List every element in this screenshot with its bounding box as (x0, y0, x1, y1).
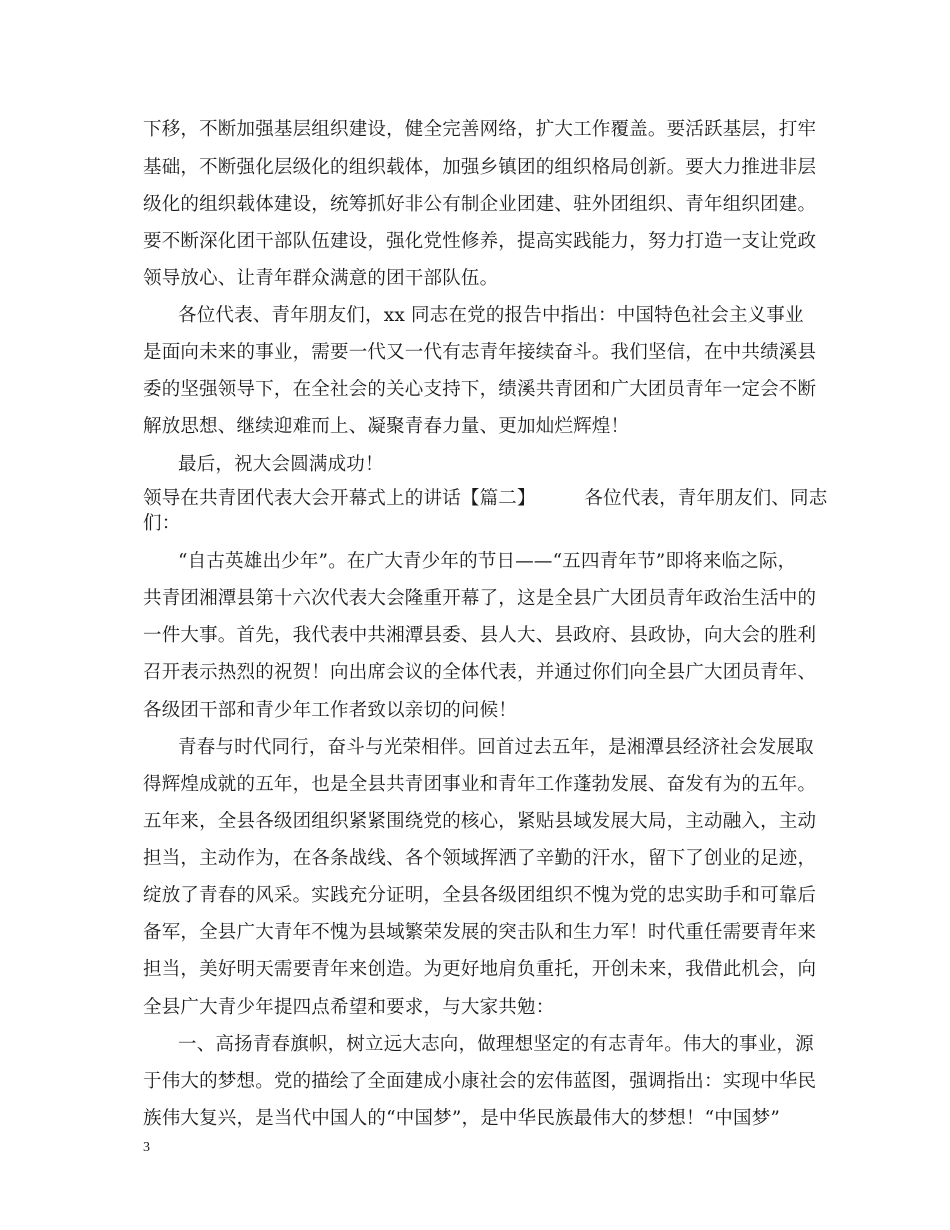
text-line: 备军，全县广大青年不愧为县域繁荣发展的突击队和生力军！时代重任需要青年来 (143, 922, 817, 943)
text-line: 青春与时代同行，奋斗与光荣相伴。回首过去五年，是湘潭县经济社会发展取 (178, 737, 814, 758)
section-heading-line: 领导在共青团代表大会开幕式上的讲话【篇二】 各位代表，青年朋友们、同志 (143, 488, 828, 509)
text-line: 共青团湘潭县第十六次代表大会隆重开幕了，这是全县广大团员青年政治生活中的 (143, 588, 817, 609)
text-line: 一件大事。首先，我代表中共湘潭县委、县人大、县政府、县政协，向大会的胜利 (143, 625, 817, 646)
text-line: 各位代表、青年朋友们，xx 同志在党的报告中指出：中国特色社会主义事业 (178, 305, 804, 326)
text-line: 各级团干部和青少年工作者致以亲切的问候！ (143, 700, 518, 721)
text-line: 担当，美好明天需要青年来创造。为更好地肩负重托，开创未来，我借此机会，向 (143, 959, 817, 980)
text-line: 下移，不断加强基层组织建设，健全完善网络，扩大工作覆盖。要活跃基层，打牢 (143, 119, 817, 140)
text-line: 族伟大复兴，是当代中国人的“中国梦”，是中华民族最伟大的梦想！“中国梦” (143, 1108, 781, 1129)
text-line: “自古英雄出少年”。在广大青少年的节日——“五四青年节”即将来临之际， (178, 551, 797, 572)
text-line: 要不断深化团干部队伍建设，强化党性修养，提高实践能力，努力打造一支让党政 (143, 231, 817, 252)
text-line: 得辉煌成就的五年，也是全县共青团事业和青年工作蓬勃发展、奋发有为的五年。 (143, 774, 817, 795)
text-line: 五年来，全县各级团组织紧紧围绕党的核心，紧贴县域发展大局，主动融入，主动 (143, 811, 817, 832)
text-line: 全县广大青少年提四点希望和要求，与大家共勉： (143, 997, 555, 1018)
text-line: 召开表示热烈的祝贺！向出席会议的全体代表，并通过你们向全县广大团员青年、 (143, 662, 817, 683)
text-line: 于伟大的梦想。党的描绘了全面建成小康社会的宏伟蓝图，强调指出：实现中华民 (143, 1071, 817, 1092)
text-line: 领导放心、让青年群众满意的团干部队伍。 (143, 268, 499, 289)
text-line: 绽放了青春的风采。实践充分证明，全县各级团组织不愧为党的忠实助手和可靠后 (143, 885, 817, 906)
text-line: 解放思想、继续迎难而上、凝聚青春力量、更加灿烂辉煌！ (143, 416, 630, 437)
text-line: 级化的组织载体建设，统筹抓好非公有制企业团建、驻外团组织、青年组织团建。 (143, 194, 817, 215)
text-line: 一、高扬青春旗帜，树立远大志向，做理想坚定的有志青年。伟大的事业，源 (178, 1034, 814, 1055)
text-line: 最后，祝大会圆满成功！ (178, 454, 384, 475)
page-number: 3 (143, 1140, 150, 1155)
text-line: 担当，主动作为，在各条战线、各个领域挥洒了辛勤的汗水，留下了创业的足迹， (143, 848, 817, 869)
text-line: 委的坚强领导下，在全社会的关心支持下，绩溪共青团和广大团员青年一定会不断 (143, 379, 817, 400)
text-line: 是面向未来的事业，需要一代又一代有志青年接续奋斗。我们坚信，在中共绩溪县 (143, 342, 817, 363)
text-line: 基础，不断强化层级化的组织载体，加强乡镇团的组织格局创新。要大力推进非层 (143, 157, 817, 178)
text-line: 们： (143, 513, 181, 534)
